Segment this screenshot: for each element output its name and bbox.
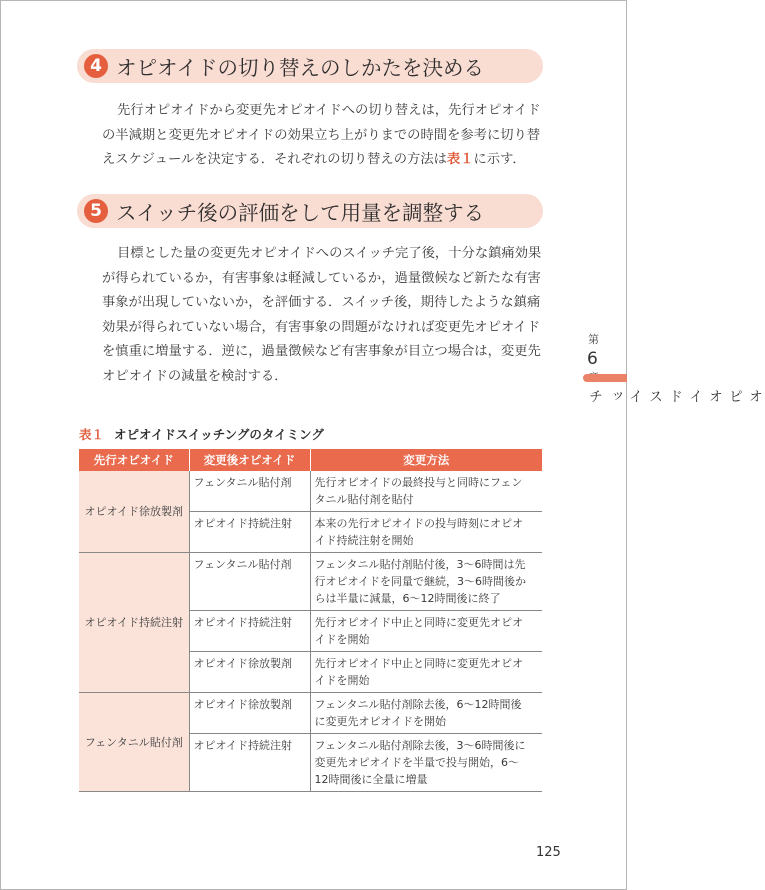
paragraph-text: に示す．	[473, 152, 526, 167]
method-line: タニル貼付剤を貼付	[314, 493, 414, 506]
section-number-badge: 4	[84, 54, 108, 78]
method-line: に変更先オピオイドを開始	[314, 715, 446, 728]
section-5-heading	[77, 194, 543, 228]
prior-opioid-cell: オピオイド徐放製剤	[79, 471, 189, 553]
paragraph-evaluation	[102, 242, 544, 389]
method-line: イドを開始	[314, 674, 370, 687]
paragraph-line: を慎重に増量する．逆に，過量徴候など有害事象が目立つ場合は，変更先	[102, 344, 541, 359]
prior-opioid-cell: オピオイド持続注射	[79, 553, 189, 693]
paragraph-line: 目標とした量の変更先オピオイドへのスイッチ完了後，十分な鎮痛効果	[117, 246, 542, 261]
method-line: イドを開始	[314, 633, 370, 646]
method-line: フェンタニル貼付剤除去後，6～12時間後	[314, 698, 522, 711]
table-reference-link[interactable]: 表１	[446, 152, 474, 167]
method-cell	[310, 734, 542, 792]
paragraph-line: の半減期と変更先オピオイドの効果立ち上がりまでの時間を参考に切り替	[102, 127, 541, 143]
paragraph-text: えスケジュールを決定する．それぞれの切り替えの方法は	[102, 152, 447, 167]
method-line: 先行オピオイド中止と同時に変更先オピオ	[314, 657, 523, 670]
method-line: フェンタニル貼付剤貼付後，3～6時間は先	[314, 558, 526, 571]
page-number: 125	[536, 845, 561, 860]
method-line: らは半量に減量，6～12時間後に終了	[314, 592, 501, 605]
table-label: 表１	[79, 427, 105, 442]
table-title: オピオイドスイッチングのタイミング	[114, 427, 324, 442]
method-line: 先行オピオイド中止と同時に変更先オピオ	[314, 616, 523, 629]
after-opioid-cell: オピオイド持続注射	[189, 512, 310, 553]
paragraph-line: オピオイドの減量を検討する．	[102, 368, 288, 384]
method-line: 12時間後に全量に増量	[314, 773, 428, 786]
method-line: 行オピオイドを同量で継続，3～6時間後か	[314, 575, 526, 588]
column-header: 変更後オピオイド	[189, 449, 310, 471]
section-number-badge: 5	[84, 199, 108, 223]
after-opioid-cell: オピオイド徐放製剤	[189, 693, 310, 734]
column-header: 先行オピオイド	[79, 449, 189, 471]
prior-opioid-cell: フェンタニル貼付剤	[79, 693, 189, 792]
section-title: スイッチ後の評価をして用量を調整する	[116, 201, 485, 225]
paragraph-line: が得られているか，有害事象は軽減しているか，過量徴候など新たな有害	[102, 270, 541, 286]
section-title: オピオイドの切り替えのしかたを決める	[116, 56, 484, 80]
method-line: 先行オピオイドの最終投与と同時にフェン	[314, 476, 523, 489]
method-line: フェンタニル貼付剤除去後，3～6時間後に	[314, 739, 526, 752]
table-caption	[79, 425, 324, 443]
after-opioid-cell: オピオイド持続注射	[189, 734, 310, 792]
method-cell	[310, 652, 542, 693]
method-cell	[310, 611, 542, 652]
method-cell	[310, 553, 542, 611]
table-row	[79, 471, 542, 512]
after-opioid-cell: フェンタニル貼付剤	[189, 471, 310, 512]
method-line: イド持続注射を開始	[314, 534, 414, 547]
after-opioid-cell: オピオイド徐放製剤	[189, 652, 310, 693]
switching-timing-table	[79, 449, 542, 792]
paragraph-line	[102, 148, 544, 173]
chapter-title: オピオイドスイッチ	[587, 389, 763, 404]
chapter-label-prefix: 第	[588, 333, 599, 346]
paragraph-line: 効果が得られていない場合，有害事象の問題がなければ変更先オピオイド	[102, 319, 541, 335]
method-cell	[310, 693, 542, 734]
paragraph-line: 先行オピオイドから変更先オピオイドへの切り替えは，先行オピオイド	[117, 103, 541, 118]
method-cell	[310, 471, 542, 512]
table-row	[79, 553, 542, 611]
after-opioid-cell: オピオイド持続注射	[189, 611, 310, 652]
method-line: 本来の先行オピオイドの投与時刻にオピオ	[314, 517, 523, 530]
method-line: 変更先オピオイドを半量で投与開始，6～	[314, 756, 519, 769]
chapter-tab-bar	[583, 374, 627, 382]
section-4-heading	[77, 49, 543, 83]
table-header-row	[79, 449, 542, 471]
after-opioid-cell: フェンタニル貼付剤	[189, 553, 310, 611]
method-cell	[310, 512, 542, 553]
chapter-number: 6	[587, 349, 598, 369]
paragraph-switch-method	[102, 99, 544, 173]
paragraph-line: 事象が出現していないか，を評価する．スイッチ後，期待したような鎮痛	[102, 295, 541, 310]
column-header: 変更方法	[310, 449, 542, 471]
table-row	[79, 693, 542, 734]
